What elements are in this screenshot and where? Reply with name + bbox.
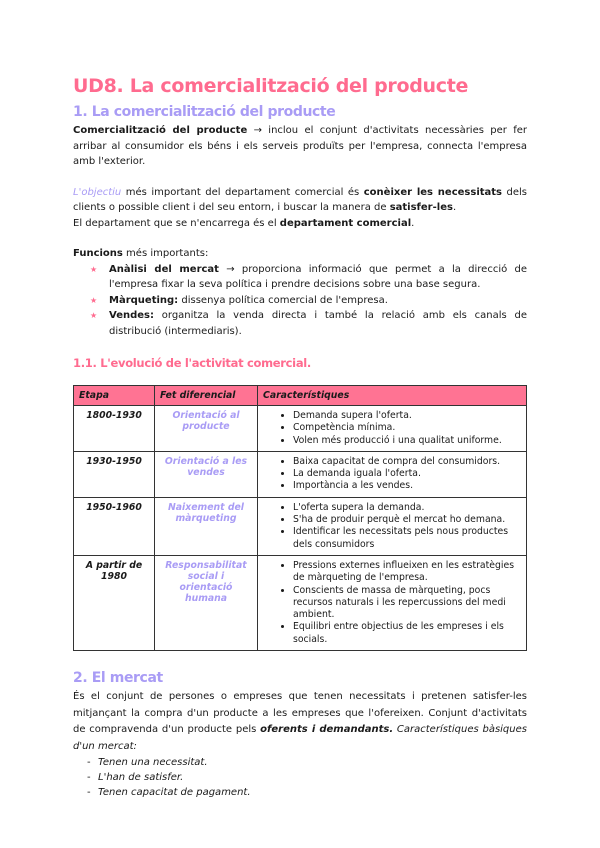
fet-cell: Responsabilitat social i orientació humana xyxy=(155,555,258,650)
list-item: • Baixa capacitat de compra del consumidors. xyxy=(293,456,521,468)
table-row xyxy=(74,555,527,650)
list-item xyxy=(109,262,527,293)
market-paragraph xyxy=(73,689,527,755)
text: organitza la venda directa i també la relació amb els canals de distribució (intermediaris). xyxy=(109,310,527,337)
fet-cell: Orientació al producte xyxy=(155,406,258,452)
term: conèixer les necessitats xyxy=(363,186,503,198)
section-1-heading: 1. La comercialització del producte xyxy=(73,104,336,120)
page-title: UD8. La comercialització del producte xyxy=(73,75,469,97)
section-2 xyxy=(73,669,527,800)
text: El departament que se n'encarrega és el xyxy=(73,217,280,229)
list-item: • Equilibri entre objectius de les empreses i els socials. xyxy=(293,621,521,646)
list-item: • Volen més producció i una qualitat uniforme. xyxy=(293,435,521,447)
term: oferents i demandants. xyxy=(260,724,394,736)
fet-cell: Orientació a les vendes xyxy=(155,451,258,497)
list-item: • S'ha de produir perquè el mercat ho demana. xyxy=(293,514,521,526)
term: Funcions xyxy=(73,248,123,259)
text: dels clients o possible client i del seu entorn, i buscar la manera de xyxy=(73,186,527,213)
text: → proporciona informació que permet a la direcció de l'empresa fixar la seva política i prendre decisions sobre una base segura. xyxy=(109,263,527,290)
text: més important del departament comercial és xyxy=(121,186,364,198)
characteristics-cell xyxy=(258,497,527,555)
fet-cell: Naixement del màrqueting xyxy=(155,497,258,555)
definition-paragraph xyxy=(73,123,527,170)
list-item: • Competència mínima. xyxy=(293,422,521,434)
term: satisfer-les xyxy=(389,202,453,213)
etapa-cell: 1950-1960 xyxy=(74,497,155,555)
list-item: - Tenen una necessitat. xyxy=(98,755,527,770)
characteristics-cell xyxy=(258,555,527,650)
section-1 xyxy=(73,103,527,339)
objective-paragraph xyxy=(73,185,527,216)
list-item xyxy=(109,308,527,339)
list-item: • L'oferta supera la demanda. xyxy=(293,502,521,514)
text: . xyxy=(452,202,457,213)
term: Anàlisi del mercat xyxy=(109,263,219,275)
list-item: - Tenen capacitat de pagament. xyxy=(98,785,527,800)
list-item: • La demanda iguala l'oferta. xyxy=(293,468,521,480)
text: més importants: xyxy=(122,248,209,259)
department-paragraph xyxy=(73,216,527,232)
etapa-cell: 1930-1950 xyxy=(74,451,155,497)
evolution-table xyxy=(73,385,527,651)
table-row xyxy=(74,451,527,497)
term: Comercialització del producte xyxy=(73,125,248,136)
emphasis: L'objectiu xyxy=(73,186,122,198)
characteristics-cell xyxy=(258,406,527,452)
section-2-heading: 2. El mercat xyxy=(73,670,163,687)
etapa-cell: 1800-1930 xyxy=(74,406,155,452)
table-header-row xyxy=(74,386,527,406)
text: Característiques bàsiques d'un mercat: xyxy=(73,724,527,752)
list-item: - L'han de satisfer. xyxy=(98,770,527,785)
text: → inclou el conjunt d'activitats necessàries per fer arribar al consumidor els béns i els serveis produïts per l'empresa, connecta l'empresa amb l'exterior. xyxy=(73,125,528,167)
column-header: Etapa xyxy=(74,386,155,406)
term: Vendes: xyxy=(109,310,154,321)
text: . xyxy=(411,217,415,229)
market-characteristics-list xyxy=(73,755,527,800)
table-row xyxy=(74,497,527,555)
column-header: Fet diferencial xyxy=(155,386,258,406)
list-item: • Importància a les vendes. xyxy=(293,480,521,492)
list-item: • Conscients de massa de màrqueting, pocs recursos naturals i les repercussions del medi ambient. xyxy=(293,585,521,622)
text: És el conjunt de persones o empreses que tenen necessitats i pretenen satisfer-les mitjançant la compra d'un producte a les empreses que l'ofereixen. Conjunt d'activitats de compravenda d'un producte pels xyxy=(73,691,527,736)
characteristics-cell xyxy=(258,451,527,497)
functions-list xyxy=(73,262,527,340)
list-item: • Pressions externes influeixen en les estratègies de màrqueting de l'empresa. xyxy=(293,560,521,585)
table-row xyxy=(74,406,527,452)
etapa-cell: A partir de 1980 xyxy=(74,555,155,650)
functions-intro xyxy=(73,246,527,262)
column-header: Característiques xyxy=(258,386,527,406)
text: dissenya política comercial de l'empresa. xyxy=(178,294,388,306)
term: departament comercial xyxy=(279,217,412,229)
list-item: • Demanda supera l'oferta. xyxy=(293,410,521,422)
section-1-1-heading: 1.1. L'evolució de l'activitat comercial. xyxy=(73,356,311,370)
term: Màrqueting: xyxy=(109,294,179,306)
list-item: • Identificar les necessitats pels nous productes dels consumidors xyxy=(293,526,521,551)
list-item xyxy=(109,293,527,309)
